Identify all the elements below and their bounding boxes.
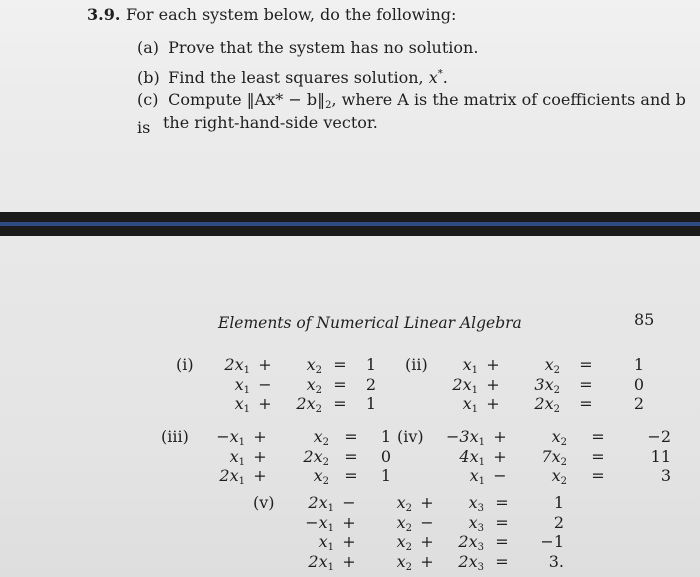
equation-row (433, 447, 671, 468)
term: $x_1$ (318, 532, 334, 553)
equals-sign: = (591, 427, 605, 446)
right-hand-side: 2 (553, 512, 564, 532)
term: $x_1$ (234, 394, 250, 415)
running-head: Elements of Numerical Linear Algebra (218, 314, 522, 332)
equation-row (289, 532, 564, 553)
equation-row (206, 355, 376, 376)
right-hand-side: 1 (380, 427, 391, 446)
right-hand-side: 0 (380, 446, 391, 466)
term: $x_1$ (469, 466, 485, 487)
right-hand-side: 2 (633, 394, 644, 413)
right-hand-side: 1 (365, 355, 376, 374)
term: $x_2$ (544, 355, 560, 376)
equation-row (206, 375, 376, 396)
term: $x_2$ (396, 512, 412, 534)
operator: − (258, 374, 272, 394)
equation-row (433, 466, 671, 487)
operator: + (342, 551, 356, 571)
equation-row (289, 552, 564, 573)
right-hand-side: 2 (365, 374, 376, 394)
equals-sign: = (344, 466, 358, 485)
equation-row (433, 427, 671, 448)
term: $2x_1$ (308, 493, 334, 514)
term: $7x_2$ (541, 446, 567, 468)
operator: + (486, 394, 500, 413)
item-a (137, 37, 478, 59)
equals-sign: = (495, 551, 509, 571)
equals-sign: = (591, 446, 605, 466)
right-hand-side: 0 (633, 374, 644, 394)
right-hand-side: 3. (548, 551, 564, 571)
problem-intro: For each system below, do the following: (126, 5, 457, 24)
operator: + (253, 466, 267, 485)
operator: + (420, 551, 434, 571)
equals-sign: = (333, 355, 347, 374)
page-number: 85 (634, 310, 655, 329)
operator: + (486, 374, 500, 394)
right-hand-side: −2 (647, 427, 671, 446)
equals-sign: = (591, 466, 605, 485)
term: $-x_1$ (216, 427, 245, 448)
term: $x_3$ (468, 493, 484, 514)
operator: + (493, 427, 507, 446)
right-hand-side: 1 (365, 394, 376, 413)
term: $x_2$ (396, 493, 412, 514)
system-label: (i) (176, 355, 194, 374)
equals-sign: = (579, 374, 593, 394)
system-label: (v) (253, 493, 275, 512)
term: $2x_1$ (224, 355, 250, 376)
equals-sign: = (344, 427, 358, 446)
operator: + (258, 394, 272, 413)
term: $x_2$ (396, 532, 412, 553)
term: $2x_3$ (458, 532, 484, 553)
term: $2x_1$ (219, 466, 245, 487)
system-label: (ii) (405, 355, 428, 374)
right-hand-side: 11 (650, 446, 671, 466)
equals-sign: = (579, 394, 593, 413)
equals-sign: = (333, 374, 347, 394)
equals-sign: = (495, 512, 509, 532)
problem-number: 3.9. (87, 5, 121, 24)
operator: + (342, 532, 356, 551)
right-hand-side: 1 (553, 493, 564, 512)
equation-row (201, 447, 391, 468)
term: $2x_2$ (296, 394, 322, 415)
right-hand-side: 1 (633, 355, 644, 374)
equation-row (443, 375, 644, 396)
item-label: (b) (137, 68, 160, 88)
term: $-3x_1$ (446, 427, 485, 448)
operator: + (420, 532, 434, 551)
item-text: Find the least squares solution, x*. (168, 68, 448, 88)
term: $x_2$ (551, 466, 567, 487)
item-label: (a) (137, 38, 160, 57)
term: $x_2$ (396, 551, 412, 573)
item-label: (c) (137, 90, 159, 109)
item-text: Prove that the system has no solution. (168, 38, 479, 57)
equals-sign: = (495, 532, 509, 551)
term: $x_2$ (313, 427, 329, 448)
item-b (137, 64, 448, 89)
system-label: (iii) (161, 427, 189, 446)
term: $x_2$ (551, 427, 567, 448)
term: $2x_1$ (452, 374, 478, 396)
system-label: (iv) (397, 427, 424, 446)
item-c-continuation: the right-hand-side vector. (163, 113, 378, 132)
equation-row (289, 513, 564, 534)
equation-row (289, 493, 564, 514)
textbook-page-top (0, 0, 700, 212)
right-hand-side: 3 (660, 466, 671, 485)
term: $x_1$ (229, 446, 245, 468)
term: $4x_1$ (459, 446, 485, 468)
equation-row (443, 355, 644, 376)
operator: − (493, 466, 507, 485)
right-hand-side: −1 (540, 532, 564, 551)
term: $2x_2$ (534, 394, 560, 415)
equation-row (443, 394, 644, 415)
term: $x_2$ (313, 466, 329, 487)
item-text: Compute ‖Ax* − $b‖_2$, where A is the matrix of coefficients and b is (137, 90, 686, 137)
term: $x_2$ (306, 374, 322, 396)
operator: + (493, 446, 507, 466)
operator: − (342, 493, 356, 512)
operator: + (253, 446, 267, 466)
equals-sign: = (579, 355, 593, 374)
term: $2x_3$ (458, 551, 484, 573)
term: $x_1$ (234, 374, 250, 396)
equals-sign: = (333, 394, 347, 413)
term: $x_2$ (306, 355, 322, 376)
right-hand-side: 1 (380, 466, 391, 485)
equation-row (201, 427, 391, 448)
term: $-x_1$ (305, 512, 334, 534)
operator: + (420, 493, 434, 512)
equals-sign: = (344, 446, 358, 466)
equals-sign: = (495, 493, 509, 512)
term: $2x_1$ (308, 551, 334, 573)
term: $x_1$ (462, 394, 478, 415)
blue-divider-stripe (0, 222, 700, 226)
operator: + (486, 355, 500, 374)
term: $x_1$ (462, 355, 478, 376)
operator: − (420, 512, 434, 532)
equation-row (201, 466, 391, 487)
term: $x_3$ (468, 512, 484, 534)
equation-row (206, 394, 376, 415)
term: $3x_2$ (534, 374, 560, 396)
term: $2x_2$ (303, 446, 329, 468)
operator: + (342, 512, 356, 532)
operator: + (253, 427, 267, 446)
operator: + (258, 355, 272, 374)
